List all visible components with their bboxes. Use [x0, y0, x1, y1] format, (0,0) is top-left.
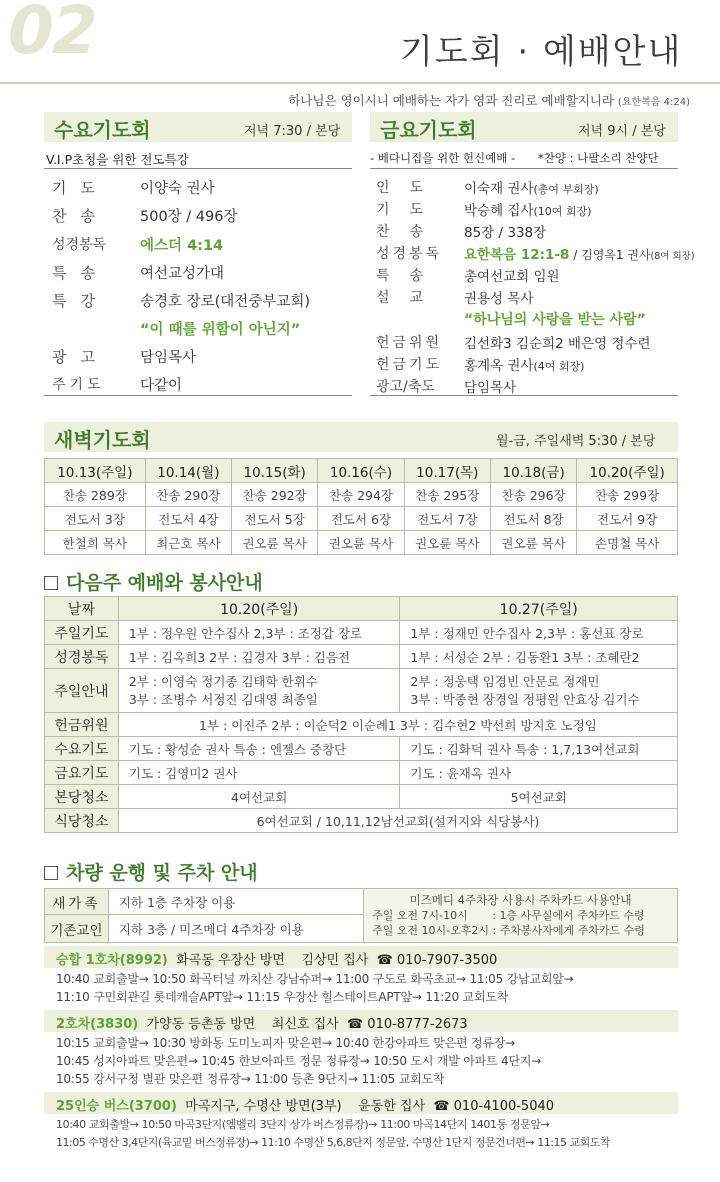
table-row [45, 669, 678, 713]
fri-value-offering-team: 김선화3 김순희2 배은영 정수련 [464, 336, 651, 352]
fri-value-hymn: 85장 / 338장 [464, 225, 547, 241]
fri-sermon-title: “하나님의 사랑을 받는 사람” [464, 312, 646, 328]
row-cell: 1부 : 서성순 2부 : 김동환1 3부 : 조혜란2 [400, 645, 678, 669]
table-row [45, 809, 678, 833]
fri-value-benediction: 담임목사 [464, 380, 517, 396]
dawn-title: 새벽기도회 [54, 428, 151, 452]
dawn-schedule-table [44, 458, 678, 555]
dawn-date: 10.13(주일) [45, 459, 146, 483]
fri-label-scripture: 성경봉독 [376, 246, 443, 262]
wed-label-special-song: 특송 [52, 264, 109, 282]
parking-heading [44, 858, 258, 885]
friday-subtitle: - 베다니집을 위한 헌신예배 - [370, 151, 516, 165]
next-week-table [44, 596, 678, 833]
wed-value-scripture: 에스더 4:14 [140, 238, 224, 254]
fri-value-sermon: 권용성 목사 [464, 291, 534, 307]
fri-value-leader: 이숙재 권사(총여 부회장) [464, 181, 599, 197]
route-line: 11:05 수명산 3,4단지(육교밑 버스정류장)→ 11:10 수명산 5,6,8단지 정문앞, 수명산 1단지 정문건너편→ 11:15 교회도착 [56, 1136, 610, 1149]
parking-label-members: 기존교인 [45, 915, 109, 943]
row-cell: 1부 : 이진주 2부 : 이순덕2 이순례1 3부 : 김수현2 박선희 방지호 노정임 [118, 713, 677, 737]
fri-label-hymn: 찬송 [376, 224, 444, 240]
dawn-hymn: 찬송 290장 [145, 483, 231, 507]
fri-value-special-song: 총여선교회 임원 [464, 269, 560, 285]
fri-label-benediction: 광고/축도 [376, 379, 435, 395]
dawn-date: 10.14(월) [145, 459, 231, 483]
dawn-reading: 전도서 6장 [318, 507, 404, 531]
friday-title: 금요기도회 [380, 118, 477, 142]
table-row [45, 713, 678, 737]
row-cell: 2부 : 이영숙 정기종 김태학 한휘수 3부 : 조병수 서정진 김대영 최종일 [118, 669, 400, 713]
row-label: 헌금위원 [45, 713, 119, 737]
fri-label-sermon: 설교 [376, 290, 444, 306]
dawn-dates-row [45, 459, 678, 483]
next-week-heading [44, 568, 263, 595]
friday-time: 저녁 9시 / 본당 [578, 124, 666, 139]
wed-value-announcement: 담임목사 [140, 350, 197, 366]
dawn-readings-row [45, 507, 678, 531]
next-week-header-row [45, 597, 678, 621]
route-line: 10:40 교회출발→ 10:50 마곡3단지(엠벨리 3단지 상가 버스정류장)→ 11:00 마곡14단지 1401동 정문앞→ [56, 1118, 550, 1131]
parking-card-line: 주일 오전 10시-오후2시 : 주차봉사자에게 주차카드 수령 [372, 924, 645, 937]
dawn-leader: 권오륜 목사 [232, 531, 318, 555]
row-label: 수요기도 [45, 737, 119, 761]
fri-label-offering-prayer: 헌금기도 [376, 357, 443, 373]
parking-card-line: 주일 오전 7시-10시 : 1층 사무실에서 주차카드 수령 [372, 909, 645, 922]
wed-value-hymn: 500장 / 496장 [140, 209, 238, 225]
wed-value-prayer: 이양숙 권사 [140, 181, 215, 197]
row-cell: 기도 : 황성순 권사 특송 : 엔젤스 중창단 [118, 737, 400, 761]
parking-title: 차량 운행 및 주차 안내 [66, 862, 258, 884]
verse-reference: (요한복음 4:24) [617, 97, 690, 108]
dawn-date: 10.20(주일) [577, 459, 678, 483]
row-label: 주일안내 [45, 669, 119, 713]
dawn-leader: 한철희 목사 [45, 531, 146, 555]
dawn-reading: 전도서 5장 [232, 507, 318, 531]
parking-card-info [364, 889, 678, 943]
route-line: 10:55 강서구청 별관 맞은편 정류장→ 11:00 등촌 9단지→ 11:05 교회도착 [56, 1072, 445, 1086]
fri-value-prayer: 박승혜 집사(10여 회장) [464, 203, 592, 219]
wed-value-lecture: 송경호 장로(대전중부교회) [140, 294, 310, 310]
route-1-title: 승합 1호차(8992) 화곡동 우장산 방면 김상민 집사 ☎ 010-7907-3500 [56, 953, 498, 968]
row-cell: 2부 : 정웅택 임경빈 안문로 정재민 3부 : 박종현 장경일 정평원 안효상 김기수 [400, 669, 678, 713]
dawn-reading: 전도서 4장 [145, 507, 231, 531]
checkbox-square-icon [44, 576, 58, 590]
route-line: 10:40 교회출발→ 10:50 화곡터널 까치산 강남슈퍼→ 11:00 구도로 화곡초교→ 11:05 강남교회앞→ [56, 972, 574, 986]
dawn-date: 10.18(금) [490, 459, 576, 483]
checkbox-square-icon [44, 866, 58, 880]
verse-text: 하나님은 영이시니 예배하는 자가 영과 진리로 예배할지니라 [288, 93, 614, 108]
col-week-2: 10.27(주일) [400, 597, 678, 621]
fri-label-prayer: 기도 [376, 202, 444, 218]
row-label: 본당청소 [45, 785, 119, 809]
dawn-hymn: 찬송 299장 [577, 483, 678, 507]
dawn-hymn: 찬송 296장 [490, 483, 576, 507]
dawn-hymns-row [45, 483, 678, 507]
route-line: 10:45 성지아파트 맞은편→ 10:45 한보아파트 정문 정류장→ 10:50 도시 개발 아파트 4단지→ [56, 1054, 542, 1068]
route-line: 11:10 구민회관길 롯데캐슬APT앞→ 11:15 우장산 힐스테이트APT앞→ 11:20 교회도착 [56, 990, 509, 1004]
fri-label-offering-team: 헌금위원 [376, 335, 443, 351]
wed-lecture-title: “이 때를 위함이 아닌지” [140, 322, 301, 338]
parking-value-new-family: 지하 1층 주차장 이용 [108, 889, 363, 915]
row-cell: 기도 : 김영미2 권사 [118, 761, 400, 785]
wed-label-lecture: 특강 [52, 292, 109, 310]
wednesday-time: 저녁 7:30 / 본당 [244, 124, 341, 139]
dawn-leader: 권오륜 목사 [318, 531, 404, 555]
wed-label-announcement: 광고 [52, 348, 109, 366]
parking-card-title: 미즈메디 4주차장 사용시 주차카드 사용안내 [409, 893, 632, 907]
header-divider [0, 82, 720, 84]
row-cell: 4여선교회 [118, 785, 400, 809]
dawn-reading: 전도서 8장 [490, 507, 576, 531]
dawn-date: 10.15(화) [232, 459, 318, 483]
route-line: 10:15 교회출발→ 10:30 방화동 도미노피자 맞은편→ 10:40 한강아파트 맞은편 정류장→ [56, 1036, 516, 1050]
wed-label-hymn: 찬송 [52, 207, 109, 225]
table-row [45, 737, 678, 761]
wed-value-special-song: 여선교성가대 [140, 266, 225, 282]
dawn-leader: 권오륜 목사 [490, 531, 576, 555]
bible-verse [288, 91, 690, 109]
page-title: 기도회 · 예배안내 [400, 32, 683, 72]
page-number: 02 [8, 0, 96, 69]
dawn-hymn: 찬송 294장 [318, 483, 404, 507]
wed-label-lords-prayer: 주기도 [52, 377, 105, 393]
wed-label-scripture: 성경봉독 [52, 237, 107, 253]
dawn-leader: 권오륜 목사 [404, 531, 490, 555]
wed-value-lords-prayer: 다같이 [140, 378, 183, 394]
wed-label-prayer: 기도 [52, 179, 109, 197]
fri-label-leader: 인도 [376, 180, 444, 196]
dawn-hymn: 찬송 295장 [404, 483, 490, 507]
table-row [45, 645, 678, 669]
dawn-time: 월-금, 주일새벽 5:30 / 본당 [496, 434, 656, 449]
parking-table [44, 888, 678, 943]
wednesday-title: 수요기도회 [54, 118, 151, 142]
fri-label-special-song: 특송 [376, 268, 444, 284]
fri-value-offering-prayer: 홍계옥 권사(4여 회장) [464, 358, 585, 374]
wednesday-subtitle: V.I.P초청을 위한 전도특강 [46, 152, 189, 167]
fri-value-scripture: 요한복음 12:1-8 / 김영옥1 권사(8여 회장) [464, 247, 695, 263]
col-date: 날짜 [45, 597, 119, 621]
row-label: 식당청소 [45, 809, 119, 833]
parking-label-new-family: 새가족 [45, 889, 109, 915]
table-row [45, 889, 678, 915]
row-label: 금요기도 [45, 761, 119, 785]
row-label: 주일기도 [45, 621, 119, 645]
dawn-leader: 손명철 목사 [577, 531, 678, 555]
row-cell: 5여선교회 [400, 785, 678, 809]
next-week-title: 다음주 예배와 봉사안내 [66, 572, 263, 594]
row-cell: 1부 : 정재민 안수집사 2,3부 : 홍선표 장로 [400, 621, 678, 645]
row-cell: 1부 : 정우원 안수집사 2,3부 : 조정갑 장로 [118, 621, 400, 645]
row-cell: 기도 : 윤재옥 권사 [400, 761, 678, 785]
route-2-title: 2호차(3830) 가양동 등촌동 방면 최신호 집사 ☎ 010-8777-2673 [56, 1017, 468, 1032]
dawn-hymn: 찬송 292장 [232, 483, 318, 507]
dawn-reading: 전도서 9장 [577, 507, 678, 531]
dawn-leaders-row [45, 531, 678, 555]
table-row [45, 785, 678, 809]
dawn-reading: 전도서 3장 [45, 507, 146, 531]
row-cell: 기도 : 김화덕 권사 특송 : 1,7,13여선교회 [400, 737, 678, 761]
row-cell: 6여선교회 / 10,11,12남선교회(설거지와 식당봉사) [118, 809, 677, 833]
dawn-leader: 최근호 목사 [145, 531, 231, 555]
route-3-title: 25인승 버스(3700) 마곡지구, 수명산 방면(3부) 윤동한 집사 ☎ 010-4100-5040 [56, 1099, 555, 1114]
row-label: 성경봉독 [45, 645, 119, 669]
col-week-1: 10.20(주일) [118, 597, 400, 621]
dawn-reading: 전도서 7장 [404, 507, 490, 531]
friday-praise-team: *찬양 : 나팔소리 찬양단 [538, 151, 659, 165]
dawn-date: 10.16(수) [318, 459, 404, 483]
dawn-date: 10.17(목) [404, 459, 490, 483]
parking-value-members: 지하 3층 / 미즈메디 4주차장 이용 [108, 915, 363, 943]
row-cell: 1부 : 김옥희3 2부 : 김경자 3부 : 김음전 [118, 645, 400, 669]
dawn-hymn: 찬송 289장 [45, 483, 146, 507]
table-row [45, 621, 678, 645]
table-row [45, 761, 678, 785]
